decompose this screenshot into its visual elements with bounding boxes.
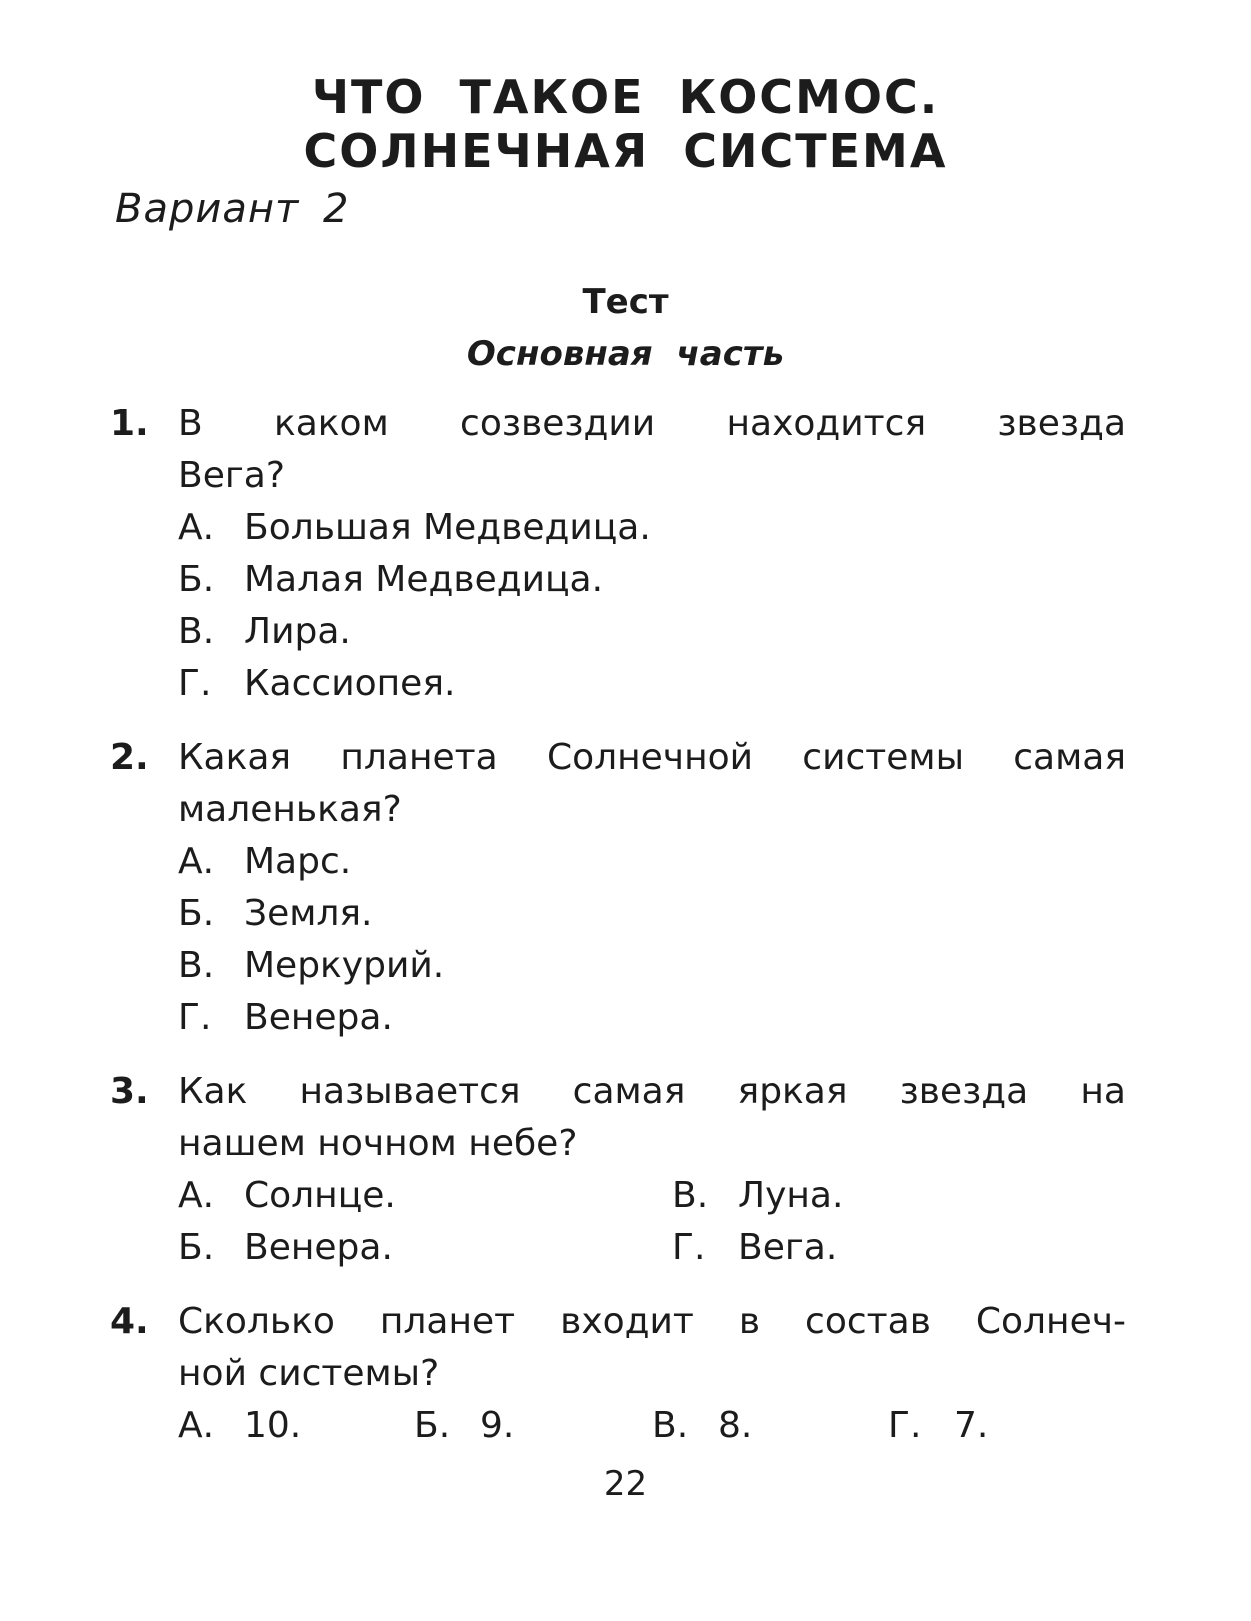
test-heading: Тест — [582, 282, 669, 322]
question-4-option-c — [652, 1400, 752, 1452]
option-text: Марс. — [244, 841, 352, 882]
question-1-number: 1. — [110, 403, 149, 444]
question-3-number: 3. — [110, 1071, 149, 1112]
question-1-text-line-2: Вега? — [178, 455, 285, 496]
question-4-number: 4. — [110, 1301, 149, 1342]
option-text: Луна. — [738, 1175, 844, 1216]
question-3-text-line-2: нашем ночном небе? — [178, 1123, 578, 1164]
option-text: 8. — [718, 1405, 753, 1446]
option-letter: А. — [178, 507, 215, 548]
question-4-text-line-1: Сколько планет входит в состав Солнеч- — [178, 1301, 1126, 1342]
page-title-line-2: СОЛНЕЧНАЯ СИСТЕМА — [303, 124, 948, 178]
question-3-option-c — [672, 1170, 843, 1222]
section-subtitle: Основная часть — [466, 334, 785, 374]
question-4-option-d — [888, 1400, 988, 1452]
option-text: 10. — [244, 1405, 302, 1446]
option-letter: Б. — [414, 1405, 451, 1446]
question-2-number: 2. — [110, 737, 149, 778]
question-1-option-d — [178, 658, 455, 710]
question-3-option-d — [672, 1222, 837, 1274]
variant-label: Вариант 2 — [115, 186, 350, 232]
question-1-option-c — [178, 606, 351, 658]
option-letter: Б. — [178, 559, 215, 600]
question-2-text-line-1: Какая планета Солнечной системы самая — [178, 737, 1126, 778]
question-4-option-a — [178, 1400, 301, 1452]
question-1-text-line-1: В каком созвездии находится звезда — [178, 403, 1126, 444]
question-3-option-a — [178, 1170, 396, 1222]
option-letter: В. — [178, 611, 215, 652]
option-text: Венера. — [244, 997, 393, 1038]
option-text: Венера. — [244, 1227, 393, 1268]
option-text: Вега. — [738, 1227, 838, 1268]
option-letter: В. — [178, 945, 215, 986]
question-4-text-line-2: ной системы? — [178, 1353, 440, 1394]
option-letter: Б. — [178, 1227, 215, 1268]
question-4-option-b — [414, 1400, 514, 1452]
option-text: Меркурий. — [244, 945, 445, 986]
option-letter: Г. — [672, 1227, 706, 1268]
option-letter: Г. — [178, 997, 212, 1038]
question-1-option-b — [178, 554, 603, 606]
question-2-option-c — [178, 940, 444, 992]
option-letter: Б. — [178, 893, 215, 934]
question-1-option-a — [178, 502, 651, 554]
option-letter: В. — [652, 1405, 689, 1446]
page-number: 22 — [603, 1464, 648, 1504]
question-2-option-b — [178, 888, 373, 940]
option-letter: А. — [178, 1175, 215, 1216]
option-letter: В. — [672, 1175, 709, 1216]
option-text: Большая Медведица. — [244, 507, 651, 548]
option-text: Лира. — [244, 611, 351, 652]
option-text: Земля. — [244, 893, 373, 934]
option-letter: А. — [178, 1405, 215, 1446]
page-title-line-1: ЧТО ТАКОЕ КОСМОС. — [311, 70, 940, 124]
option-letter: Г. — [178, 663, 212, 704]
option-text: 7. — [954, 1405, 989, 1446]
question-2-text-line-2: маленькая? — [178, 789, 402, 830]
option-text: 9. — [480, 1405, 515, 1446]
question-3-option-b — [178, 1222, 393, 1274]
question-2-option-d — [178, 992, 393, 1044]
option-text: Солнце. — [244, 1175, 396, 1216]
question-3-text-line-1: Как называется самая яркая звезда на — [178, 1071, 1126, 1112]
option-text: Кассиопея. — [244, 663, 456, 704]
option-letter: А. — [178, 841, 215, 882]
option-text: Малая Медведица. — [244, 559, 604, 600]
option-letter: Г. — [888, 1405, 922, 1446]
question-2-option-a — [178, 836, 351, 888]
